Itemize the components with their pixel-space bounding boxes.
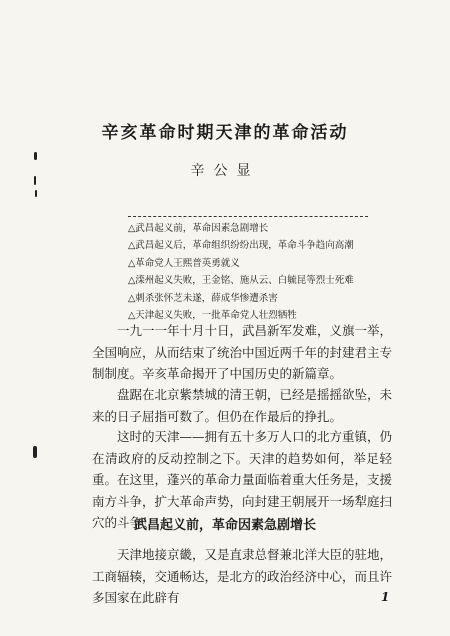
section-heading: 武昌起义前，革命因素急剧增长 xyxy=(133,518,316,533)
page-number: 1 xyxy=(381,590,390,604)
ink-mark xyxy=(33,446,37,458)
article-title: 辛亥革命时期天津的革命活动 xyxy=(101,123,349,143)
summary-item: △革命党人王熙普英勇就义 xyxy=(128,257,240,269)
summary-item: △武昌起义后，革命组织纷纷出现，革命斗争趋向高潮 xyxy=(128,240,354,252)
body-paragraph: 一九一一年十月十日，武昌新军发难，义旗一举，全国响应，从而结束了统治中国近两千年的封建君主专制制度。辛亥革命揭开了中国历史的新篇章。 xyxy=(92,323,393,381)
ink-mark xyxy=(34,152,37,160)
ink-mark xyxy=(35,190,37,197)
body-paragraph: 这时的天津——拥有五十多万人口的北方重镇，仍在清政府的反动控制之下。天津的趋势如何，举足轻重。在这里，蓬兴的革命力量面临着重大任务是，支援南方斗争，扩大革命声势，向封建王朝展开一场犁庭扫穴的斗争！ xyxy=(92,429,393,530)
body-paragraph: 盘踞在北京紫禁城的清王朝，已经是摇摇欲坠，未来的日子屈指可数了。但仍在作最后的挣扎。 xyxy=(92,387,393,424)
body-paragraph: 天津地接京畿，又是直隶总督兼北洋大臣的驻地，工商辐辏，交通畅达，是北方的政治经济中心，而且许多国家在此辟有 xyxy=(92,547,393,605)
summary-box xyxy=(128,216,368,324)
author-name: 辛公显 xyxy=(190,163,260,179)
summary-item: △天津起义失败，一批革命党人壮烈牺牲 xyxy=(128,310,297,322)
summary-item: △武昌起义前，革命因素急剧增长 xyxy=(128,223,269,234)
summary-item: △滦州起义失败，王金铭、施从云、白毓昆等烈士死难 xyxy=(128,275,354,287)
summary-item: △刺杀张怀芝未遂，薛成华惨遭杀害 xyxy=(128,292,278,304)
